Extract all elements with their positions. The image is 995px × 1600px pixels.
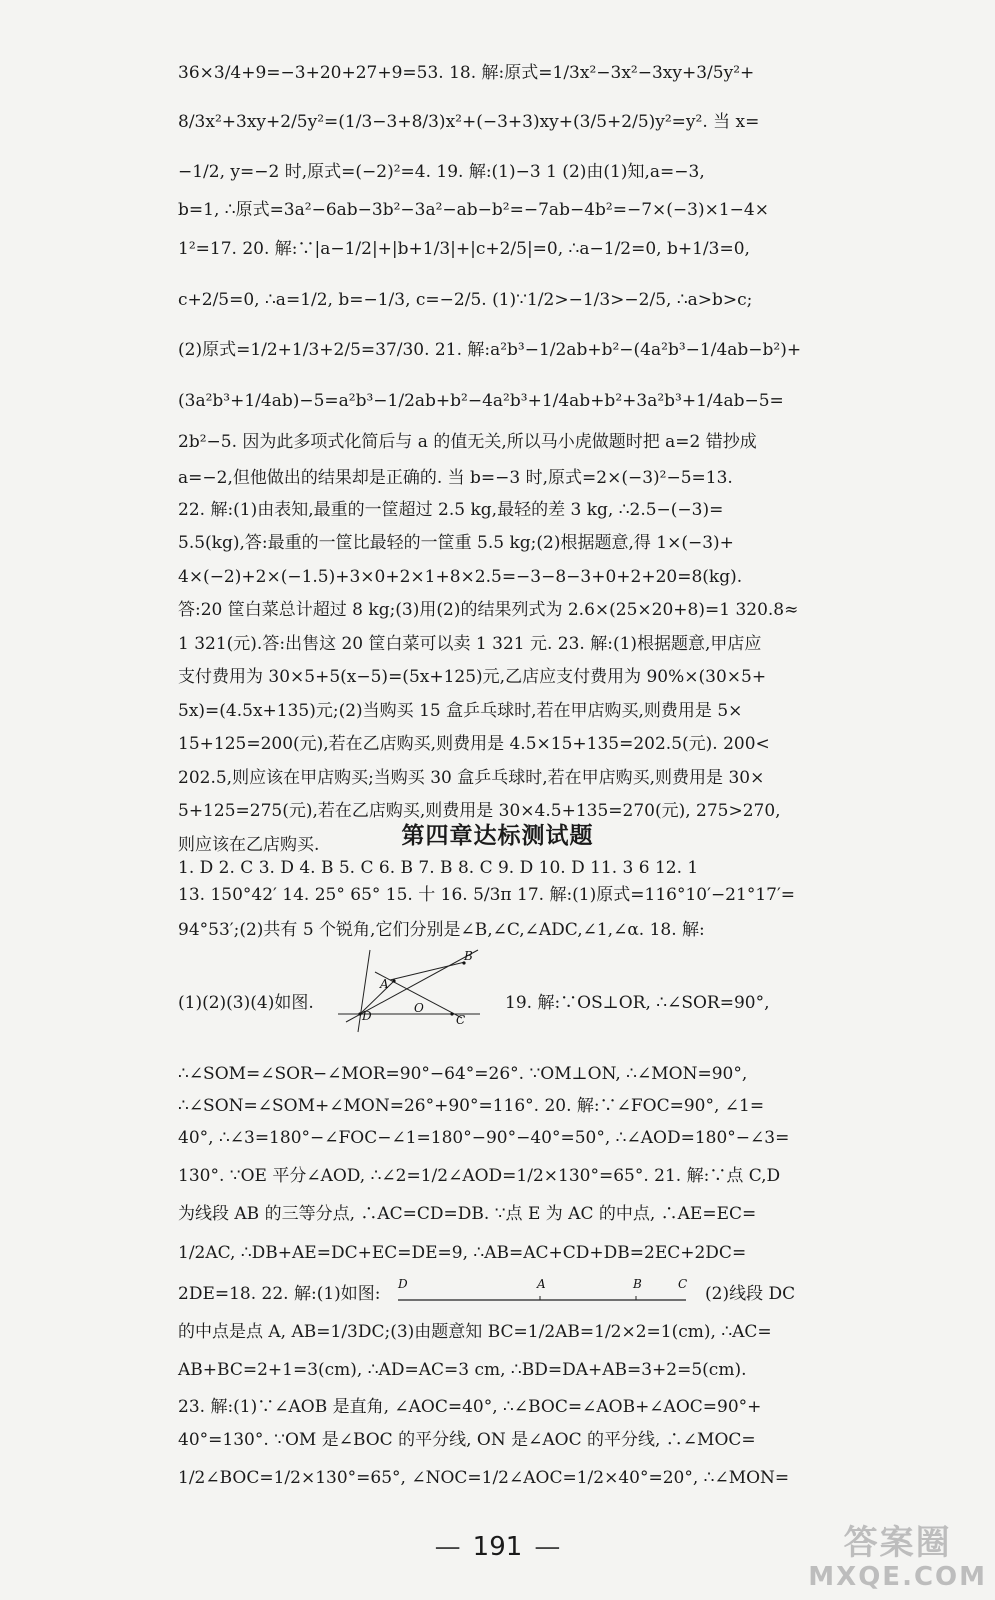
figure-label: D	[362, 1009, 372, 1023]
text-line: 15+125=200(元),若在乙店购买,则费用是 4.5×15+135=202.5(元). 200<	[178, 734, 770, 754]
text-line: 40°=130°. ∵OM 是∠BOC 的平分线, ON 是∠AOC 的平分线, ∴∠MOC=	[178, 1430, 756, 1450]
figure-label: B	[464, 949, 473, 963]
text-line: 40°, ∴∠3=180°−∠FOC−∠1=180°−90°−40°=50°, ∴∠AOD=180°−∠3=	[178, 1128, 790, 1148]
text-line: 36×3/4+9=−3+20+27+9=53. 18. 解:原式=1/3x²−3x²−3xy+3/5y²+	[178, 63, 755, 83]
figure-label: C	[456, 1013, 466, 1027]
figure-label: D	[398, 1277, 408, 1291]
figure-label: A	[380, 977, 389, 991]
text-line: 1 321(元).答:出售这 20 筐白菜可以卖 1 321 元. 23. 解:(1)根据题意,甲店应	[178, 634, 762, 654]
text-line: a=−2,但他做出的结果却是正确的. 当 b=−3 时,原式=2×(−3)²−5=13.	[178, 468, 733, 488]
text-line: ∴∠SON=∠SOM+∠MON=26°+90°=116°. 20. 解:∵∠FOC=90°, ∠1=	[178, 1096, 765, 1116]
text-line: 答:20 筐白菜总计超过 8 kg;(3)用(2)的结果列式为 2.6×(25×20+8)=1 320.8≈	[178, 600, 799, 620]
segment-figure-22	[392, 1272, 700, 1306]
text-line: 支付费用为 30×5+5(x−5)=(5x+125)元,乙店应支付费用为 90%×(30×5+	[178, 667, 767, 687]
watermark-logo	[808, 1524, 987, 1592]
text-line: 2DE=18. 22. 解:(1)如图:	[178, 1284, 381, 1304]
text-line: 1. D 2. C 3. D 4. B 5. C 6. B 7. B 8. C 9. D 10. D 11. 3 6 12. 1	[178, 858, 699, 878]
text-line: (3a²b³+1/4ab)−5=a²b³−1/2ab+b²−4a²b³+1/4ab+b²+3a²b³+1/4ab−5=	[178, 391, 784, 411]
text-line: b=1, ∴原式=3a²−6ab−3b²−3a²−ab−b²=−7ab−4b²=−7×(−3)×1−4×	[178, 200, 769, 220]
page-number: — 191 —	[434, 1532, 561, 1562]
text-line: 23. 解:(1)∵∠AOB 是直角, ∠AOC=40°, ∴∠BOC=∠AOB+∠AOC=90°+	[178, 1397, 762, 1417]
figure-label: A	[537, 1277, 546, 1291]
watermark-text: 答案圈	[843, 1523, 952, 1563]
text-line: c+2/5=0, ∴a=1/2, b=−1/3, c=−2/5. (1)∵1/2>−1/3>−2/5, ∴a>b>c;	[178, 290, 753, 310]
text-line: 4×(−2)+2×(−1.5)+3×0+2×1+8×2.5=−3−8−3+0+2+20=8(kg).	[178, 567, 743, 587]
text-line: 的中点是点 A, AB=1/3DC;(3)由题意知 BC=1/2AB=1/2×2=1(cm), ∴AC=	[178, 1322, 772, 1342]
watermark-url: MXQE.COM	[808, 1562, 987, 1592]
figure-label: C	[678, 1277, 688, 1291]
text-line: (2)线段 DC	[705, 1284, 796, 1304]
text-line: 130°. ∵OE 平分∠AOD, ∴∠2=1/2∠AOD=1/2×130°=65°. 21. 解:∵点 C,D	[178, 1166, 781, 1186]
text-line: 13. 150°42′ 14. 25° 65° 15. 十 16. 5/3π 17. 解:(1)原式=116°10′−21°17′=	[178, 885, 796, 905]
text-line: 1²=17. 20. 解:∵|a−1/2|+|b+1/3|+|c+2/5|=0, ∴a−1/2=0, b+1/3=0,	[178, 239, 750, 259]
text-line: 19. 解:∵OS⊥OR, ∴∠SOR=90°,	[505, 993, 770, 1013]
text-line: 202.5,则应该在甲店购买;当购买 30 盒乒乓球时,若在甲店购买,则费用是 30×	[178, 768, 765, 788]
text-line: 5+125=275(元),若在乙店购买,则费用是 30×4.5+135=270(元), 275>270,	[178, 801, 781, 821]
text-line: −1/2, y=−2 时,原式=(−2)²=4. 19. 解:(1)−3 1 (2)由(1)知,a=−3,	[178, 162, 705, 182]
text-line: 1/2∠BOC=1/2×130°=65°, ∠NOC=1/2∠AOC=1/2×40°=20°, ∴∠MON=	[178, 1468, 790, 1488]
text-line: 94°53′;(2)共有 5 个锐角,它们分别是∠B,∠C,∠ADC,∠1,∠α. 18. 解:	[178, 920, 705, 940]
text-line: 则应该在乙店购买.	[178, 835, 320, 855]
text-line: AB+BC=2+1=3(cm), ∴AD=AC=3 cm, ∴BD=DA+AB=3+2=5(cm).	[178, 1360, 747, 1380]
page-number-value: 191	[472, 1532, 523, 1562]
figure-label: B	[633, 1277, 642, 1291]
text-line: 5x)=(4.5x+135)元;(2)当购买 15 盒乒乓球时,若在甲店购买,则费用是 5×	[178, 701, 743, 721]
geometry-figure-18	[330, 948, 490, 1033]
text-line: 为线段 AB 的三等分点, ∴AC=CD=DB. ∵点 E 为 AC 的中点, ∴AE=EC=	[178, 1204, 757, 1224]
text-line: ∴∠SOM=∠SOR−∠MOR=90°−64°=26°. ∵OM⊥ON, ∴∠MON=90°,	[178, 1064, 748, 1084]
text-line: 2b²−5. 因为此多项式化简后与 a 的值无关,所以马小虎做题时把 a=2 错抄成	[178, 432, 757, 452]
text-line: (1)(2)(3)(4)如图.	[178, 993, 314, 1013]
chapter-title: 第四章达标测试题	[401, 822, 594, 849]
text-line: 5.5(kg),答:最重的一筐比最轻的一筐重 5.5 kg;(2)根据题意,得 1×(−3)+	[178, 533, 734, 553]
text-line: 8/3x²+3xy+2/5y²=(1/3−3+8/3)x²+(−3+3)xy+(3/5+2/5)y²=y². 当 x=	[178, 112, 760, 132]
text-line: 22. 解:(1)由表知,最重的一筐超过 2.5 kg,最轻的差 3 kg, ∴2.5−(−3)=	[178, 500, 724, 520]
text-line: 1/2AC, ∴DB+AE=DC+EC=DE=9, ∴AB=AC+CD+DB=2EC+2DC=	[178, 1243, 747, 1263]
text-line: (2)原式=1/2+1/3+2/5=37/30. 21. 解:a²b³−1/2ab+b²−(4a²b³−1/4ab−b²)+	[178, 340, 802, 360]
figure-label: O	[414, 1001, 424, 1015]
